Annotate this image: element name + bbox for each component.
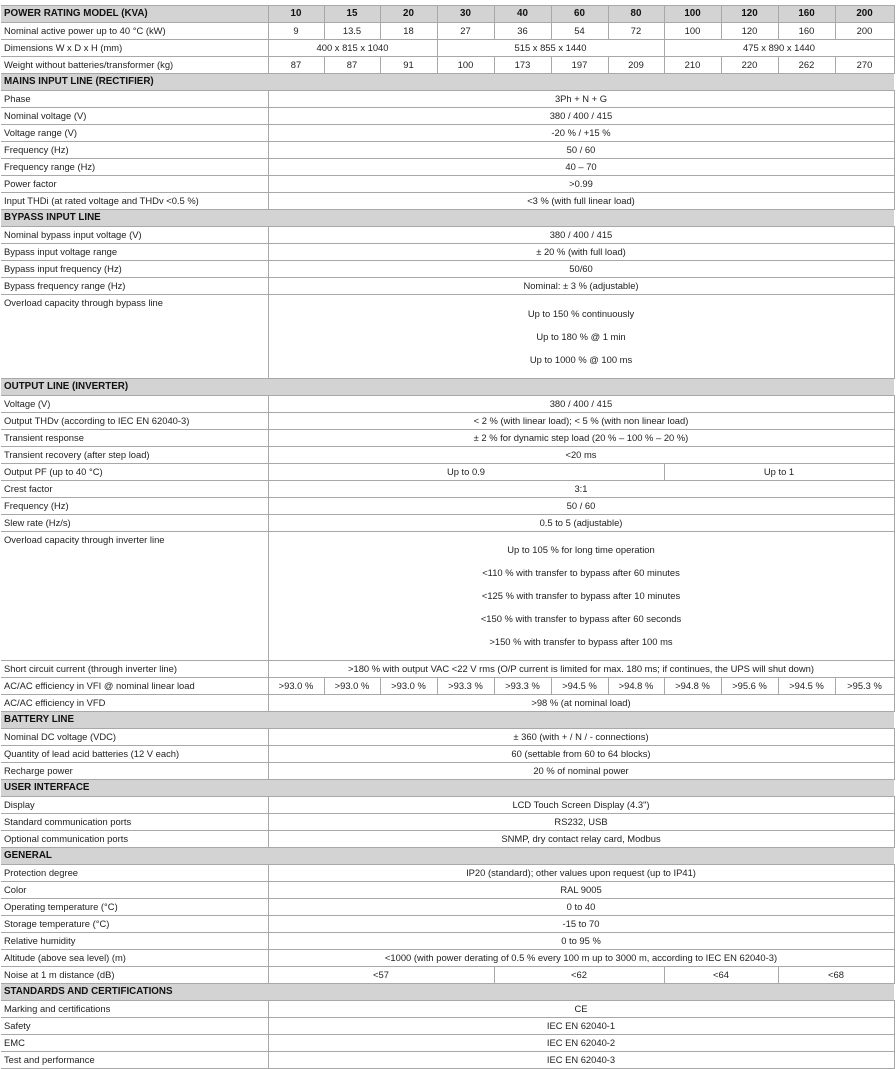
value-cell: >93.3 %: [437, 678, 494, 695]
value-cell: < 2 % (with linear load); < 5 % (with non linear load): [268, 412, 894, 429]
value-cell: 18: [380, 23, 437, 40]
row-label: Transient response: [1, 429, 268, 446]
row-label: Bypass input voltage range: [1, 244, 268, 261]
section-header: [1, 712, 894, 729]
table-row: [1, 412, 894, 429]
section-header: [1, 780, 894, 797]
model-cell: 160: [778, 6, 835, 23]
model-cell: 60: [551, 6, 608, 23]
row-label: Bypass input frequency (Hz): [1, 261, 268, 278]
value-cell: ± 2 % for dynamic step load (20 % – 100 % – 20 %): [268, 429, 894, 446]
table-row: [1, 531, 894, 661]
value-cell: RAL 9005: [268, 882, 894, 899]
row-label: Bypass frequency range (Hz): [1, 278, 268, 295]
value-cell: 209: [608, 57, 664, 74]
row-label: Standard communication ports: [1, 814, 268, 831]
header-title: POWER RATING MODEL (KVA): [1, 6, 268, 23]
value-cell: Up to 0.9: [268, 463, 664, 480]
table-row: [1, 882, 894, 899]
table-row: [1, 1035, 894, 1052]
value-cell: IEC EN 62040-3: [268, 1052, 894, 1069]
table-row: [1, 23, 894, 40]
value-cell: 50/60: [268, 261, 894, 278]
row-label: Operating temperature (°C): [1, 899, 268, 916]
value-cell: IEC EN 62040-1: [268, 1018, 894, 1035]
row-label: Crest factor: [1, 480, 268, 497]
table-row: [1, 950, 894, 967]
value-cell: 13.5: [324, 23, 380, 40]
table-row: [1, 108, 894, 125]
value-cell: -15 to 70: [268, 916, 894, 933]
value-cell: 100: [437, 57, 494, 74]
row-label: Transient recovery (after step load): [1, 446, 268, 463]
row-label: Overload capacity through bypass line: [1, 295, 268, 379]
table-row: [1, 831, 894, 848]
row-label: Storage temperature (°C): [1, 916, 268, 933]
value-cell: 400 x 815 x 1040: [268, 40, 437, 57]
model-cell: 30: [437, 6, 494, 23]
value-cell: <57: [268, 967, 494, 984]
value-cell: 200: [835, 23, 894, 40]
row-label: Recharge power: [1, 763, 268, 780]
table-row: [1, 678, 894, 695]
value-cell: 9: [268, 23, 324, 40]
table-row: [1, 967, 894, 984]
row-label: Relative humidity: [1, 933, 268, 950]
value-cell: 27: [437, 23, 494, 40]
row-label: Display: [1, 797, 268, 814]
value-cell: ± 360 (with + / N / - connections): [268, 729, 894, 746]
value-cell: [268, 295, 894, 379]
row-label: Dimensions W x D x H (mm): [1, 40, 268, 57]
row-label: Quantity of lead acid batteries (12 V each): [1, 746, 268, 763]
overload-line: <150 % with transfer to bypass after 60 seconds: [480, 613, 682, 624]
value-cell: >93.0 %: [268, 678, 324, 695]
value-cell: 262: [778, 57, 835, 74]
value-cell: >93.3 %: [494, 678, 551, 695]
value-cell: >94.5 %: [551, 678, 608, 695]
row-label: Noise at 1 m distance (dB): [1, 967, 268, 984]
model-cell: 80: [608, 6, 664, 23]
value-cell: >180 % with output VAC <22 V rms (O/P current is limited for max. 180 ms; if continues, the UPS will shut down): [268, 661, 894, 678]
row-label: Weight without batteries/transformer (kg): [1, 57, 268, 74]
value-cell: >95.3 %: [835, 678, 894, 695]
value-cell: 197: [551, 57, 608, 74]
value-cell: 210: [664, 57, 721, 74]
model-cell: 40: [494, 6, 551, 23]
table-row: [1, 1001, 894, 1018]
value-cell: <64: [664, 967, 778, 984]
table-row: [1, 278, 894, 295]
value-cell: <1000 (with power derating of 0.5 % every 100 m up to 3000 m, according to IEC EN 62040-3): [268, 950, 894, 967]
row-label: Overload capacity through inverter line: [1, 531, 268, 661]
row-label: Frequency (Hz): [1, 142, 268, 159]
value-cell: 100: [664, 23, 721, 40]
value-cell: 515 x 855 x 1440: [437, 40, 664, 57]
value-cell: >94.8 %: [664, 678, 721, 695]
row-label: Output PF (up to 40 °C): [1, 463, 268, 480]
value-cell: >94.8 %: [608, 678, 664, 695]
value-cell: 40 – 70: [268, 159, 894, 176]
row-label: Voltage (V): [1, 395, 268, 412]
value-cell: 50 / 60: [268, 497, 894, 514]
table-row: [1, 797, 894, 814]
value-cell: 3:1: [268, 480, 894, 497]
table-row: [1, 429, 894, 446]
table-row: [1, 40, 894, 57]
overload-line: Up to 105 % for long time operation: [507, 544, 655, 555]
value-cell: 3Ph + N + G: [268, 91, 894, 108]
value-cell: 87: [324, 57, 380, 74]
section-title: OUTPUT LINE (INVERTER): [1, 378, 894, 395]
value-cell: 54: [551, 23, 608, 40]
section-title: STANDARDS AND CERTIFICATIONS: [1, 984, 894, 1001]
row-label: Test and performance: [1, 1052, 268, 1069]
value-cell: >94.5 %: [778, 678, 835, 695]
row-label: Frequency (Hz): [1, 497, 268, 514]
value-cell: 120: [721, 23, 778, 40]
value-cell: 0 to 95 %: [268, 933, 894, 950]
row-label: Short circuit current (through inverter line): [1, 661, 268, 678]
table-row: [1, 763, 894, 780]
table-row: [1, 57, 894, 74]
table-row: [1, 159, 894, 176]
value-cell: <68: [778, 967, 894, 984]
table-row: [1, 142, 894, 159]
value-cell: ± 20 % (with full load): [268, 244, 894, 261]
value-cell: 60 (settable from 60 to 64 blocks): [268, 746, 894, 763]
table-row: [1, 244, 894, 261]
value-cell: >93.0 %: [324, 678, 380, 695]
table-row: [1, 514, 894, 531]
row-label: EMC: [1, 1035, 268, 1052]
overload-line: <125 % with transfer to bypass after 10 minutes: [481, 590, 681, 601]
table-row: [1, 746, 894, 763]
model-cell: 100: [664, 6, 721, 23]
model-cell: 10: [268, 6, 324, 23]
value-cell: 72: [608, 23, 664, 40]
row-label: Output THDv (according to IEC EN 62040-3): [1, 412, 268, 429]
table-row: [1, 661, 894, 678]
section-header: [1, 984, 894, 1001]
value-cell: >0.99: [268, 176, 894, 193]
table-row: [1, 395, 894, 412]
value-cell: 20 % of nominal power: [268, 763, 894, 780]
value-cell: 0.5 to 5 (adjustable): [268, 514, 894, 531]
value-cell: 0 to 40: [268, 899, 894, 916]
value-cell: 380 / 400 / 415: [268, 395, 894, 412]
value-cell: 475 x 890 x 1440: [664, 40, 894, 57]
row-label: Slew rate (Hz/s): [1, 514, 268, 531]
spec-table: [1, 5, 895, 1069]
section-title: BYPASS INPUT LINE: [1, 210, 894, 227]
table-row: [1, 261, 894, 278]
value-cell: LCD Touch Screen Display (4.3"): [268, 797, 894, 814]
table-row: [1, 814, 894, 831]
row-label: Optional communication ports: [1, 831, 268, 848]
section-title: BATTERY LINE: [1, 712, 894, 729]
table-row: [1, 480, 894, 497]
table-row: [1, 1018, 894, 1035]
row-label: Altitude (above sea level) (m): [1, 950, 268, 967]
row-label: Nominal voltage (V): [1, 108, 268, 125]
table-row: [1, 1052, 894, 1069]
value-cell: 173: [494, 57, 551, 74]
row-label: Protection degree: [1, 865, 268, 882]
table-row: [1, 176, 894, 193]
row-label: Nominal bypass input voltage (V): [1, 227, 268, 244]
value-cell: Up to 1: [664, 463, 894, 480]
section-header: [1, 378, 894, 395]
row-label: Marking and certifications: [1, 1001, 268, 1018]
row-label: Power factor: [1, 176, 268, 193]
value-cell: RS232, USB: [268, 814, 894, 831]
value-cell: CE: [268, 1001, 894, 1018]
table-row: [1, 446, 894, 463]
value-cell: Nominal: ± 3 % (adjustable): [268, 278, 894, 295]
overload-line: Up to 1000 % @ 100 ms: [529, 353, 633, 365]
section-title: GENERAL: [1, 848, 894, 865]
model-cell: 120: [721, 6, 778, 23]
row-label: Safety: [1, 1018, 268, 1035]
row-label: Nominal DC voltage (VDC): [1, 729, 268, 746]
value-cell: 270: [835, 57, 894, 74]
model-cell: 20: [380, 6, 437, 23]
section-title: USER INTERFACE: [1, 780, 894, 797]
value-cell: >93.0 %: [380, 678, 437, 695]
table-row: [1, 695, 894, 712]
table-row: [1, 729, 894, 746]
model-cell: 200: [835, 6, 894, 23]
value-cell: 380 / 400 / 415: [268, 227, 894, 244]
overload-line: Up to 180 % @ 1 min: [536, 330, 626, 342]
table-row: [1, 497, 894, 514]
overload-line: >150 % with transfer to bypass after 100 ms: [489, 636, 673, 647]
row-label: Color: [1, 882, 268, 899]
section-header: [1, 210, 894, 227]
section-title: MAINS INPUT LINE (RECTIFIER): [1, 74, 894, 91]
table-row: [1, 193, 894, 210]
table-row: [1, 899, 894, 916]
model-cell: 15: [324, 6, 380, 23]
table-row: [1, 125, 894, 142]
row-label: Frequency range (Hz): [1, 159, 268, 176]
value-cell: IP20 (standard); other values upon request (up to IP41): [268, 865, 894, 882]
table-row: [1, 463, 894, 480]
header-row: [1, 6, 894, 23]
section-header: [1, 74, 894, 91]
table-row: [1, 91, 894, 108]
table-row: [1, 933, 894, 950]
value-cell: <3 % (with full linear load): [268, 193, 894, 210]
value-cell: 50 / 60: [268, 142, 894, 159]
value-cell: 36: [494, 23, 551, 40]
value-cell: 220: [721, 57, 778, 74]
value-cell: <62: [494, 967, 664, 984]
table-row: [1, 865, 894, 882]
table-row: [1, 295, 894, 379]
section-header: [1, 848, 894, 865]
row-label: AC/AC efficiency in VFI @ nominal linear load: [1, 678, 268, 695]
overload-line: <110 % with transfer to bypass after 60 minutes: [482, 567, 680, 578]
value-cell: 380 / 400 / 415: [268, 108, 894, 125]
row-label: Voltage range (V): [1, 125, 268, 142]
row-label: Input THDi (at rated voltage and THDv <0.5 %): [1, 193, 268, 210]
value-cell: 160: [778, 23, 835, 40]
value-cell: -20 % / +15 %: [268, 125, 894, 142]
value-cell: 87: [268, 57, 324, 74]
value-cell: IEC EN 62040-2: [268, 1035, 894, 1052]
value-cell: [268, 531, 894, 661]
row-label: Phase: [1, 91, 268, 108]
row-label: AC/AC efficiency in VFD: [1, 695, 268, 712]
row-label: Nominal active power up to 40 °C (kW): [1, 23, 268, 40]
overload-line: Up to 150 % continuously: [527, 307, 635, 319]
value-cell: <20 ms: [268, 446, 894, 463]
table-row: [1, 916, 894, 933]
value-cell: >95.6 %: [721, 678, 778, 695]
value-cell: >98 % (at nominal load): [268, 695, 894, 712]
value-cell: SNMP, dry contact relay card, Modbus: [268, 831, 894, 848]
value-cell: 91: [380, 57, 437, 74]
table-row: [1, 227, 894, 244]
